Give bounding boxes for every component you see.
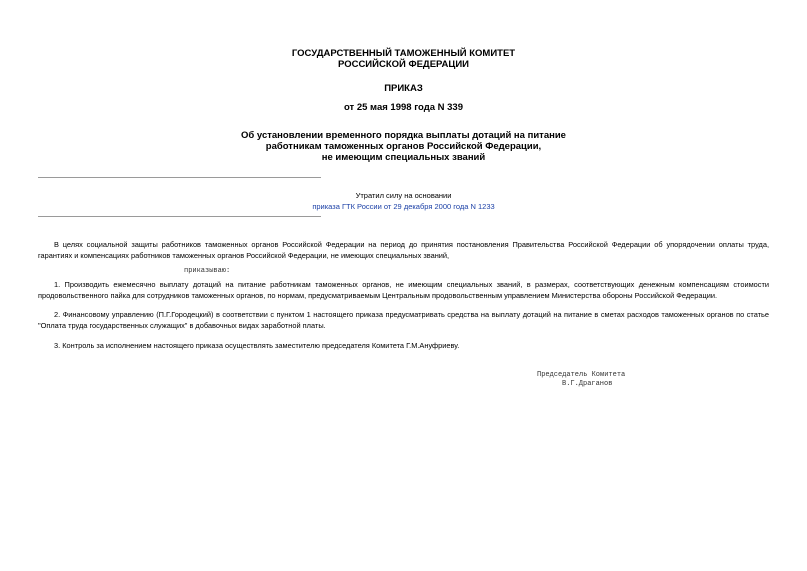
order-item-3-text: 3. Контроль за исполнением настоящего приказа осуществлять заместителю председателя Комитета Г.М.Ануфриеву.: [54, 341, 460, 350]
issuing-organization: [0, 48, 807, 70]
order-item-3: [38, 341, 769, 352]
document-title: [0, 130, 807, 163]
title-line-1: Об установлении временного порядка выплаты дотаций на питание: [241, 130, 566, 141]
title-line-2: работникам таможенных органов Российской Федерации,: [265, 141, 542, 152]
signatory-name: В.Г.Драганов: [562, 380, 613, 388]
divider-bottom: [38, 216, 321, 217]
order-item-2: [38, 310, 769, 331]
preamble-text: В целях социальной защиты работников таможенных органов Российской Федерации на период до принятия постановления Правительства Российской Федерации об упорядочении оплаты труда, гарантиях и компенсациях работников таможенных органов Российской Федерации, не имеющих специальных званий,: [38, 240, 769, 260]
lapsed-status-text: Утратил силу на основании: [355, 191, 452, 200]
org-line-2: РОССИЙСКОЙ ФЕДЕРАЦИИ: [337, 59, 469, 70]
order-item-1: [38, 280, 769, 301]
title-line-3: не имеющим специальных званий: [321, 152, 486, 163]
order-word: приказываю:: [184, 267, 231, 275]
lapsed-order-link[interactable]: приказа ГТК России от 29 декабря 2000 года N 1233: [312, 202, 495, 211]
order-item-1-text: 1. Производить ежемесячно выплату дотаций на питание работникам таможенных органов, не имеющим специальных званий, в размерах, соответствующих денежным компенсациям стоимости продовольственного пайка для сотрудников таможенных органов, по нормам, предусматриваемым Центральным продовольственным управлением Министерства обороны Российской Федерации.: [38, 280, 769, 300]
org-line-1: ГОСУДАРСТВЕННЫЙ ТАМОЖЕННЫЙ КОМИТЕТ: [291, 48, 516, 59]
preamble-paragraph: [38, 240, 769, 261]
order-item-2-text: 2. Финансовому управлению (П.Г.Городецкий) в соответствии с пунктом 1 настоящего приказа предусматривать средства на выплату дотаций на питание в сметах расходов таможенных органов по статье "Оплата труда государственных служащих" в добавочных видах заработной платы.: [38, 310, 769, 330]
signatory-title: Председатель Комитета: [537, 371, 626, 379]
divider-top: [38, 177, 321, 178]
document-date: от 25 мая 1998 года N 339: [343, 102, 464, 113]
document-type: ПРИКАЗ: [384, 83, 423, 94]
